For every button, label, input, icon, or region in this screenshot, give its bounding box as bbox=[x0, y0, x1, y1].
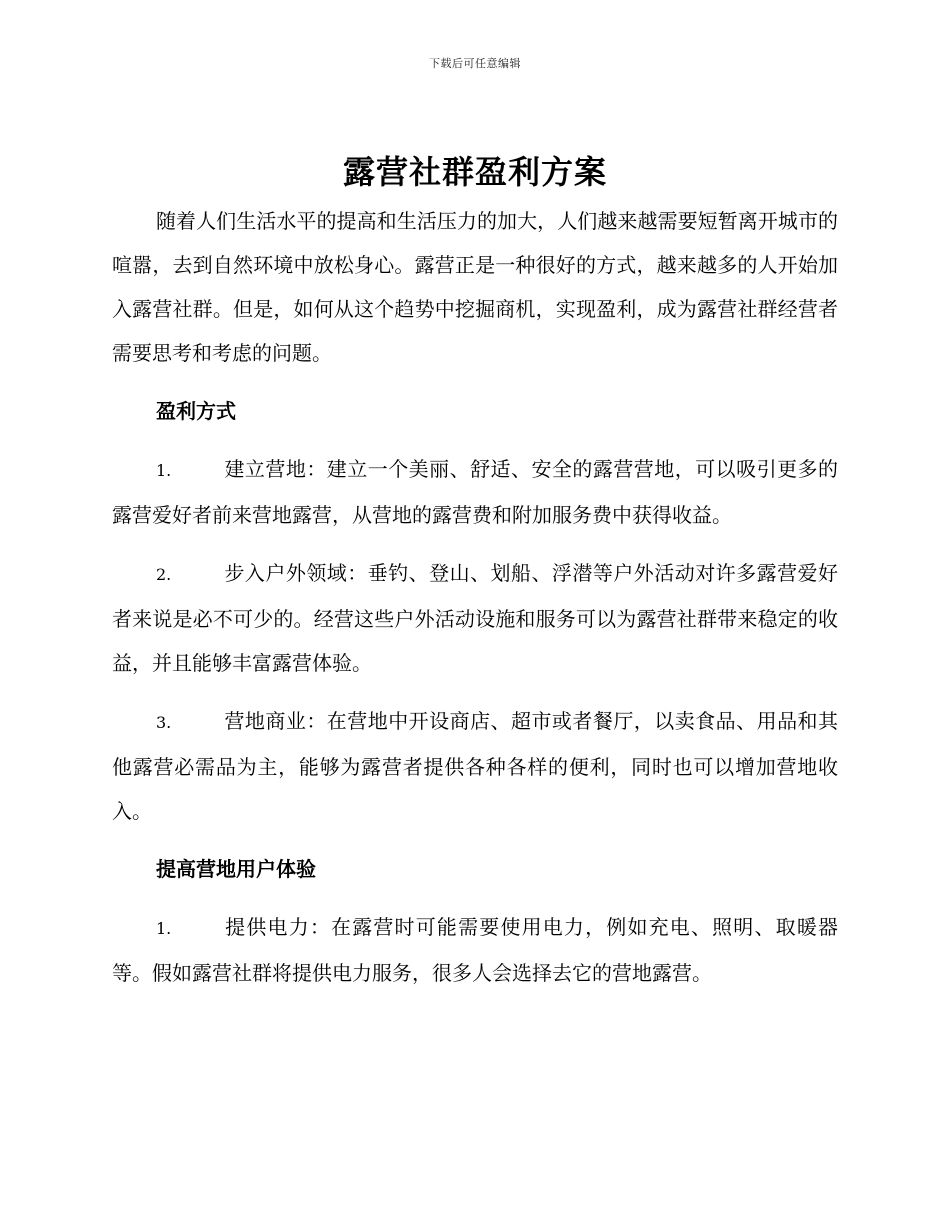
section-heading-profit-methods: 盈利方式 bbox=[156, 399, 236, 423]
document-body bbox=[112, 199, 838, 1009]
list-item bbox=[112, 699, 838, 833]
list-item-text: 步入户外领域：垂钓、登山、划船、浮潜等户外活动对许多露营爱好者来说是必不可少的。经营这些户外活动设施和服务可以为露营社群带来稳定的收益，并且能够丰富露营体验。 bbox=[112, 561, 838, 675]
section-heading-user-experience: 提高营地用户体验 bbox=[156, 857, 316, 881]
list-item bbox=[112, 551, 838, 685]
list-number: 1. bbox=[156, 461, 172, 480]
list-number: 3. bbox=[156, 713, 172, 732]
list-item-text: 提供电力：在露营时可能需要使用电力，例如充电、照明、取暖器等。假如露营社群将提供电力服务，很多人会选择去它的营地露营。 bbox=[112, 915, 838, 985]
intro-paragraph: 随着人们生活水平的提高和生活压力的加大，人们越来越需要短暂离开城市的喧嚣，去到自然环境中放松身心。露营正是一种很好的方式，越来越多的人开始加入露营社群。但是，如何从这个趋势中挖掘商机，实现盈利，成为露营社群经营者需要思考和考虑的问题。 bbox=[112, 209, 838, 365]
list-item-text: 建立营地：建立一个美丽、舒适、安全的露营营地，可以吸引更多的露营爱好者前来营地露营，从营地的露营费和附加服务费中获得收益。 bbox=[112, 457, 838, 527]
list-number: 1. bbox=[156, 919, 172, 938]
list-item bbox=[112, 447, 838, 537]
list-number: 2. bbox=[156, 565, 172, 584]
list-item-text: 营地商业：在营地中开设商店、超市或者餐厅，以卖食品、用品和其他露营必需品为主，能够为露营者提供各种各样的便利，同时也可以增加营地收入。 bbox=[112, 709, 838, 823]
list-item bbox=[112, 905, 838, 995]
page-header: 下载后可任意编辑 bbox=[429, 57, 521, 70]
document-title: 露营社群盈利方案 bbox=[342, 153, 607, 191]
